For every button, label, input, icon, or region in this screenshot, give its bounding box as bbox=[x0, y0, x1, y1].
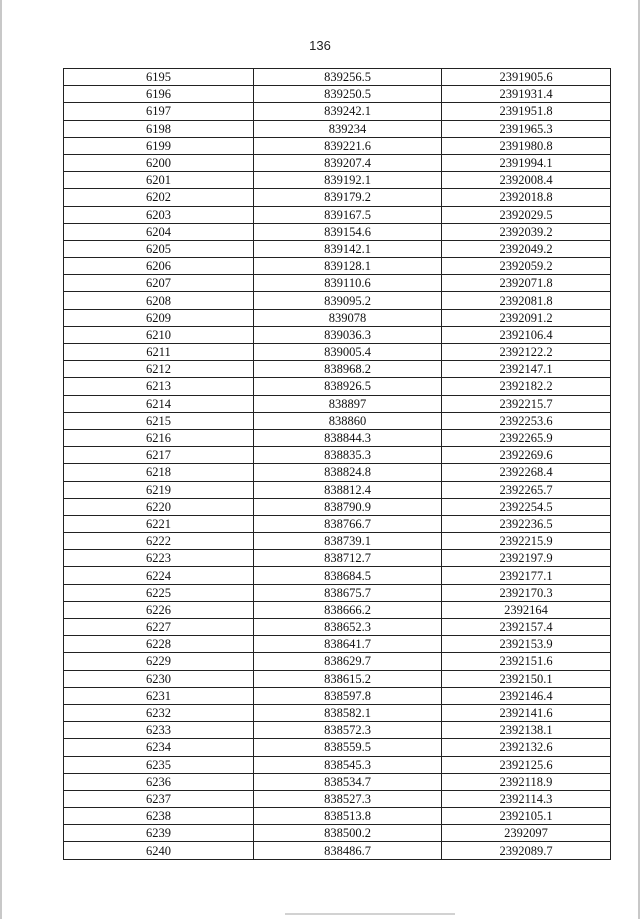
table-row bbox=[64, 601, 611, 618]
x-coordinate-cell: 839256.5 bbox=[254, 69, 442, 86]
x-coordinate-cell: 838545.3 bbox=[254, 756, 442, 773]
x-coordinate-cell: 839179.2 bbox=[254, 189, 442, 206]
table-row bbox=[64, 240, 611, 257]
x-coordinate-cell: 839207.4 bbox=[254, 154, 442, 171]
table-row bbox=[64, 86, 611, 103]
y-coordinate-cell: 2392157.4 bbox=[442, 619, 611, 636]
table-row bbox=[64, 722, 611, 739]
y-coordinate-cell: 2392039.2 bbox=[442, 223, 611, 240]
y-coordinate-cell: 2392105.1 bbox=[442, 808, 611, 825]
scan-bottom-mark bbox=[285, 913, 455, 915]
y-coordinate-cell: 2391965.3 bbox=[442, 120, 611, 137]
x-coordinate-cell: 839242.1 bbox=[254, 103, 442, 120]
y-coordinate-cell: 2392122.2 bbox=[442, 344, 611, 361]
table-row bbox=[64, 292, 611, 309]
point-number-cell: 6210 bbox=[64, 326, 254, 343]
point-number-cell: 6229 bbox=[64, 653, 254, 670]
point-number-cell: 6209 bbox=[64, 309, 254, 326]
x-coordinate-cell: 838790.9 bbox=[254, 498, 442, 515]
y-coordinate-cell: 2392268.4 bbox=[442, 464, 611, 481]
table-row bbox=[64, 464, 611, 481]
x-coordinate-cell: 839154.6 bbox=[254, 223, 442, 240]
y-coordinate-cell: 2392141.6 bbox=[442, 704, 611, 721]
y-coordinate-cell: 2392114.3 bbox=[442, 790, 611, 807]
y-coordinate-cell: 2392170.3 bbox=[442, 584, 611, 601]
table-row bbox=[64, 704, 611, 721]
point-number-cell: 6195 bbox=[64, 69, 254, 86]
y-coordinate-cell: 2391951.8 bbox=[442, 103, 611, 120]
point-number-cell: 6219 bbox=[64, 481, 254, 498]
x-coordinate-cell: 838615.2 bbox=[254, 670, 442, 687]
x-coordinate-cell: 838641.7 bbox=[254, 636, 442, 653]
x-coordinate-cell: 839250.5 bbox=[254, 86, 442, 103]
y-coordinate-cell: 2392089.7 bbox=[442, 842, 611, 859]
point-number-cell: 6221 bbox=[64, 515, 254, 532]
x-coordinate-cell: 839005.4 bbox=[254, 344, 442, 361]
point-number-cell: 6203 bbox=[64, 206, 254, 223]
y-coordinate-cell: 2392153.9 bbox=[442, 636, 611, 653]
y-coordinate-cell: 2392236.5 bbox=[442, 515, 611, 532]
point-number-cell: 6199 bbox=[64, 137, 254, 154]
point-number-cell: 6197 bbox=[64, 103, 254, 120]
y-coordinate-cell: 2392132.6 bbox=[442, 739, 611, 756]
x-coordinate-cell: 839221.6 bbox=[254, 137, 442, 154]
table-row bbox=[64, 344, 611, 361]
y-coordinate-cell: 2391980.8 bbox=[442, 137, 611, 154]
table-row bbox=[64, 137, 611, 154]
x-coordinate-cell: 838582.1 bbox=[254, 704, 442, 721]
table-row bbox=[64, 567, 611, 584]
x-coordinate-cell: 838513.8 bbox=[254, 808, 442, 825]
y-coordinate-cell: 2392018.8 bbox=[442, 189, 611, 206]
x-coordinate-cell: 838684.5 bbox=[254, 567, 442, 584]
y-coordinate-cell: 2392029.5 bbox=[442, 206, 611, 223]
point-number-cell: 6240 bbox=[64, 842, 254, 859]
point-number-cell: 6214 bbox=[64, 395, 254, 412]
x-coordinate-cell: 838835.3 bbox=[254, 447, 442, 464]
x-coordinate-cell: 839095.2 bbox=[254, 292, 442, 309]
x-coordinate-cell: 839234 bbox=[254, 120, 442, 137]
point-number-cell: 6225 bbox=[64, 584, 254, 601]
x-coordinate-cell: 839142.1 bbox=[254, 240, 442, 257]
table-row bbox=[64, 584, 611, 601]
x-coordinate-cell: 839110.6 bbox=[254, 275, 442, 292]
point-number-cell: 6204 bbox=[64, 223, 254, 240]
point-number-cell: 6213 bbox=[64, 378, 254, 395]
y-coordinate-cell: 2392059.2 bbox=[442, 258, 611, 275]
table-row bbox=[64, 619, 611, 636]
y-coordinate-cell: 2392091.2 bbox=[442, 309, 611, 326]
y-coordinate-cell: 2392269.6 bbox=[442, 447, 611, 464]
table-row bbox=[64, 258, 611, 275]
table-row bbox=[64, 447, 611, 464]
x-coordinate-cell: 838824.8 bbox=[254, 464, 442, 481]
point-number-cell: 6201 bbox=[64, 172, 254, 189]
coordinate-table-container bbox=[63, 68, 610, 860]
x-coordinate-cell: 838844.3 bbox=[254, 429, 442, 446]
point-number-cell: 6230 bbox=[64, 670, 254, 687]
table-row bbox=[64, 69, 611, 86]
x-coordinate-cell: 838897 bbox=[254, 395, 442, 412]
table-row bbox=[64, 790, 611, 807]
point-number-cell: 6212 bbox=[64, 361, 254, 378]
table-row bbox=[64, 842, 611, 859]
x-coordinate-cell: 838675.7 bbox=[254, 584, 442, 601]
table-row bbox=[64, 481, 611, 498]
table-row bbox=[64, 361, 611, 378]
y-coordinate-cell: 2391931.4 bbox=[442, 86, 611, 103]
table-row bbox=[64, 378, 611, 395]
point-number-cell: 6223 bbox=[64, 550, 254, 567]
point-number-cell: 6239 bbox=[64, 825, 254, 842]
y-coordinate-cell: 2392008.4 bbox=[442, 172, 611, 189]
x-coordinate-cell: 838739.1 bbox=[254, 533, 442, 550]
y-coordinate-cell: 2392071.8 bbox=[442, 275, 611, 292]
table-row bbox=[64, 773, 611, 790]
y-coordinate-cell: 2392125.6 bbox=[442, 756, 611, 773]
point-number-cell: 6216 bbox=[64, 429, 254, 446]
x-coordinate-cell: 838486.7 bbox=[254, 842, 442, 859]
point-number-cell: 6198 bbox=[64, 120, 254, 137]
x-coordinate-cell: 838559.5 bbox=[254, 739, 442, 756]
point-number-cell: 6226 bbox=[64, 601, 254, 618]
scan-edge-left bbox=[0, 0, 2, 919]
point-number-cell: 6231 bbox=[64, 687, 254, 704]
table-row bbox=[64, 670, 611, 687]
y-coordinate-cell: 2392147.1 bbox=[442, 361, 611, 378]
point-number-cell: 6211 bbox=[64, 344, 254, 361]
coordinate-table bbox=[63, 68, 611, 860]
x-coordinate-cell: 838712.7 bbox=[254, 550, 442, 567]
point-number-cell: 6207 bbox=[64, 275, 254, 292]
table-row bbox=[64, 103, 611, 120]
point-number-cell: 6234 bbox=[64, 739, 254, 756]
y-coordinate-cell: 2392215.9 bbox=[442, 533, 611, 550]
x-coordinate-cell: 838766.7 bbox=[254, 515, 442, 532]
y-coordinate-cell: 2392215.7 bbox=[442, 395, 611, 412]
table-row bbox=[64, 636, 611, 653]
table-row bbox=[64, 223, 611, 240]
x-coordinate-cell: 839128.1 bbox=[254, 258, 442, 275]
table-row bbox=[64, 756, 611, 773]
table-row bbox=[64, 515, 611, 532]
x-coordinate-cell: 838629.7 bbox=[254, 653, 442, 670]
table-row bbox=[64, 154, 611, 171]
y-coordinate-cell: 2392106.4 bbox=[442, 326, 611, 343]
y-coordinate-cell: 2392118.9 bbox=[442, 773, 611, 790]
y-coordinate-cell: 2392253.6 bbox=[442, 412, 611, 429]
point-number-cell: 6196 bbox=[64, 86, 254, 103]
table-row bbox=[64, 498, 611, 515]
x-coordinate-cell: 838926.5 bbox=[254, 378, 442, 395]
point-number-cell: 6235 bbox=[64, 756, 254, 773]
x-coordinate-cell: 838500.2 bbox=[254, 825, 442, 842]
table-row bbox=[64, 172, 611, 189]
point-number-cell: 6227 bbox=[64, 619, 254, 636]
page-number: 136 bbox=[309, 38, 331, 53]
table-row bbox=[64, 429, 611, 446]
y-coordinate-cell: 2392265.9 bbox=[442, 429, 611, 446]
y-coordinate-cell: 2391905.6 bbox=[442, 69, 611, 86]
point-number-cell: 6208 bbox=[64, 292, 254, 309]
table-row bbox=[64, 395, 611, 412]
table-row bbox=[64, 825, 611, 842]
point-number-cell: 6200 bbox=[64, 154, 254, 171]
x-coordinate-cell: 839192.1 bbox=[254, 172, 442, 189]
x-coordinate-cell: 838652.3 bbox=[254, 619, 442, 636]
point-number-cell: 6224 bbox=[64, 567, 254, 584]
table-row bbox=[64, 533, 611, 550]
coordinate-table-body bbox=[64, 69, 611, 860]
point-number-cell: 6217 bbox=[64, 447, 254, 464]
point-number-cell: 6205 bbox=[64, 240, 254, 257]
x-coordinate-cell: 838572.3 bbox=[254, 722, 442, 739]
x-coordinate-cell: 838860 bbox=[254, 412, 442, 429]
y-coordinate-cell: 2392150.1 bbox=[442, 670, 611, 687]
y-coordinate-cell: 2392164 bbox=[442, 601, 611, 618]
x-coordinate-cell: 838968.2 bbox=[254, 361, 442, 378]
point-number-cell: 6215 bbox=[64, 412, 254, 429]
table-row bbox=[64, 550, 611, 567]
table-row bbox=[64, 687, 611, 704]
table-row bbox=[64, 808, 611, 825]
table-row bbox=[64, 206, 611, 223]
y-coordinate-cell: 2392081.8 bbox=[442, 292, 611, 309]
point-number-cell: 6232 bbox=[64, 704, 254, 721]
x-coordinate-cell: 838534.7 bbox=[254, 773, 442, 790]
point-number-cell: 6202 bbox=[64, 189, 254, 206]
point-number-cell: 6233 bbox=[64, 722, 254, 739]
x-coordinate-cell: 838812.4 bbox=[254, 481, 442, 498]
point-number-cell: 6218 bbox=[64, 464, 254, 481]
point-number-cell: 6236 bbox=[64, 773, 254, 790]
x-coordinate-cell: 838666.2 bbox=[254, 601, 442, 618]
y-coordinate-cell: 2392049.2 bbox=[442, 240, 611, 257]
point-number-cell: 6237 bbox=[64, 790, 254, 807]
x-coordinate-cell: 839167.5 bbox=[254, 206, 442, 223]
x-coordinate-cell: 838597.8 bbox=[254, 687, 442, 704]
table-row bbox=[64, 309, 611, 326]
table-row bbox=[64, 326, 611, 343]
y-coordinate-cell: 2392265.7 bbox=[442, 481, 611, 498]
table-row bbox=[64, 189, 611, 206]
y-coordinate-cell: 2392182.2 bbox=[442, 378, 611, 395]
y-coordinate-cell: 2392151.6 bbox=[442, 653, 611, 670]
y-coordinate-cell: 2392146.4 bbox=[442, 687, 611, 704]
point-number-cell: 6238 bbox=[64, 808, 254, 825]
y-coordinate-cell: 2392177.1 bbox=[442, 567, 611, 584]
point-number-cell: 6220 bbox=[64, 498, 254, 515]
x-coordinate-cell: 839036.3 bbox=[254, 326, 442, 343]
table-row bbox=[64, 653, 611, 670]
table-row bbox=[64, 739, 611, 756]
table-row bbox=[64, 275, 611, 292]
y-coordinate-cell: 2391994.1 bbox=[442, 154, 611, 171]
point-number-cell: 6222 bbox=[64, 533, 254, 550]
y-coordinate-cell: 2392138.1 bbox=[442, 722, 611, 739]
point-number-cell: 6206 bbox=[64, 258, 254, 275]
y-coordinate-cell: 2392097 bbox=[442, 825, 611, 842]
point-number-cell: 6228 bbox=[64, 636, 254, 653]
y-coordinate-cell: 2392254.5 bbox=[442, 498, 611, 515]
x-coordinate-cell: 838527.3 bbox=[254, 790, 442, 807]
x-coordinate-cell: 839078 bbox=[254, 309, 442, 326]
table-row bbox=[64, 120, 611, 137]
y-coordinate-cell: 2392197.9 bbox=[442, 550, 611, 567]
table-row bbox=[64, 412, 611, 429]
